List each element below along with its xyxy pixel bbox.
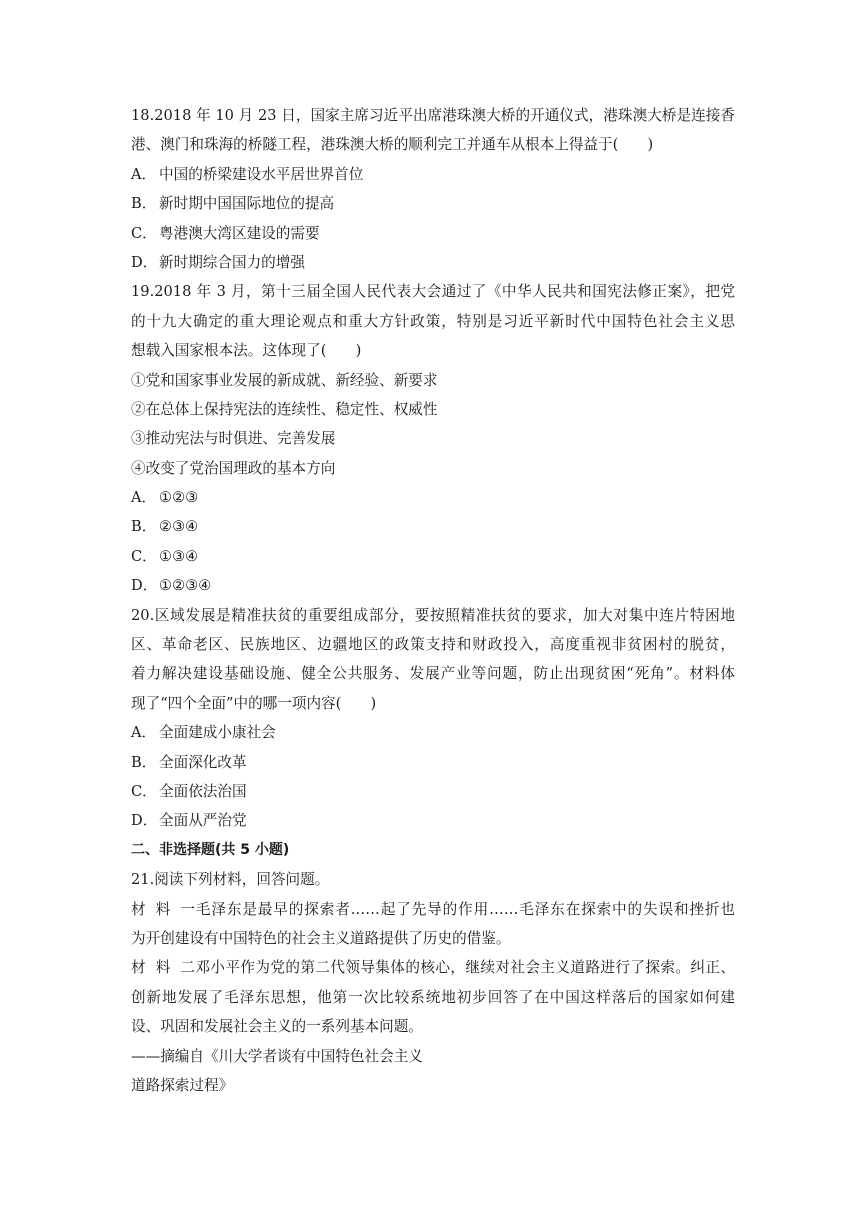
answer-option-d: [131, 248, 735, 277]
statement-4: ④改变了党治国理政的基本方向: [131, 459, 336, 477]
material-2-line: [131, 953, 735, 982]
question-stem-line: 19.2018 年 3 月，第十三届全国人民代表大会通过了《中华人民共和国宪法修正案》，把党: [131, 283, 735, 301]
answer-option-c: [131, 542, 735, 571]
option-text: ①③④: [159, 547, 199, 565]
material-label: 材料一: [131, 900, 195, 918]
option-letter: A．: [131, 489, 157, 507]
option-text: 全面从严治党: [159, 812, 247, 830]
answer-option-a: [131, 160, 735, 189]
answer-option-d: [131, 571, 735, 600]
question-stem-line: 区、革命老区、民族地区、边疆地区的政策支持和财政投入，高度重视非贫困村的脱贫，: [131, 636, 735, 654]
option-letter: B．: [131, 195, 157, 213]
question-19: [131, 277, 735, 600]
option-text: 全面建成小康社会: [159, 724, 276, 742]
question-intro: 21.阅读下列材料，回答问题。: [131, 871, 330, 889]
option-text: ①②③④: [159, 577, 212, 595]
source-citation: 道路探索过程》: [131, 1076, 234, 1094]
question-stem-line: 想载入国家根本法。这体现了( ): [131, 342, 362, 360]
option-letter: B．: [131, 518, 157, 536]
answer-option-a: [131, 483, 735, 512]
answer-option-b: [131, 512, 735, 541]
material-text: 毛泽东是最早的探索者……起了先导的作用……毛泽东在探索中的失误和挫折也: [195, 900, 735, 918]
question-21: [131, 865, 735, 1100]
question-18: [131, 101, 735, 277]
source-citation: ——摘编自《川大学者谈有中国特色社会主义: [131, 1047, 423, 1065]
question-stem-line: 着力解决建设基础设施、健全公共服务、发展产业等问题，防止出现贫困“死角”。材料体: [131, 665, 735, 683]
option-text: ②③④: [159, 518, 199, 536]
option-text: 新时期中国国际地位的提高: [159, 195, 335, 213]
answer-option-c: [131, 219, 735, 248]
option-letter: A．: [131, 165, 157, 183]
statement-1: ①党和国家事业发展的新成就、新经验、新要求: [131, 371, 438, 389]
material-1-line: [131, 895, 735, 924]
answer-option-b: [131, 189, 735, 218]
option-text: 中国的桥梁建设水平居世界首位: [159, 165, 364, 183]
material-2-line: 创新地发展了毛泽东思想，他第一次比较系统地初步回答了在中国这样落后的国家如何建: [131, 988, 735, 1006]
answer-option-b: [131, 748, 735, 777]
option-letter: D．: [131, 812, 158, 830]
answer-option-d: [131, 806, 735, 835]
option-text: ①②③: [159, 489, 199, 507]
section-heading: 二、非选择题(共 5 小题): [131, 841, 290, 858]
question-stem-line: 港、澳门和珠海的桥隧工程，港珠澳大桥的顺利完工并通车从根本上得益于( ): [131, 136, 654, 154]
answer-option-c: [131, 777, 735, 806]
material-2-line: 设、巩固和发展社会主义的一系列基本问题。: [131, 1018, 423, 1036]
question-stem-line: 18.2018 年 10 月 23 日，国家主席习近平出席港珠澳大桥的开通仪式，港珠澳大桥是连接香: [131, 107, 735, 124]
statement-2: ②在总体上保持宪法的连续性、稳定性、权威性: [131, 400, 438, 418]
option-letter: A．: [131, 724, 157, 742]
option-letter: C．: [131, 224, 157, 242]
statement-3: ③推动宪法与时俱进、完善发展: [131, 430, 336, 448]
option-letter: D．: [131, 253, 158, 271]
option-letter: C．: [131, 782, 157, 800]
option-text: 全面依法治国: [159, 782, 247, 800]
option-letter: C．: [131, 547, 157, 565]
option-text: 粤港澳大湾区建设的需要: [159, 224, 320, 242]
question-stem-line: 现了“四个全面”中的哪一项内容( ): [131, 694, 377, 712]
answer-option-a: [131, 718, 735, 747]
material-label: 材料二: [131, 959, 195, 977]
option-letter: B．: [131, 753, 157, 771]
material-text: 邓小平作为党的第二代领导集体的核心，继续对社会主义道路进行了探索。纠正、: [195, 959, 735, 977]
question-stem-line: 的十九大确定的重大理论观点和重大方针政策，特别是习近平新时代中国特色社会主义思: [131, 312, 735, 330]
option-text: 新时期综合国力的增强: [159, 253, 305, 271]
question-20: [131, 601, 735, 836]
option-letter: D．: [131, 577, 158, 595]
exam-page: [131, 101, 735, 1100]
material-1-line: 为开创建设有中国特色的社会主义道路提供了历史的借鉴。: [131, 929, 511, 947]
option-text: 全面深化改革: [159, 753, 247, 771]
question-stem-line: 20.区域发展是精准扶贫的重要组成部分，要按照精准扶贫的要求，加大对集中连片特困地: [131, 606, 735, 624]
